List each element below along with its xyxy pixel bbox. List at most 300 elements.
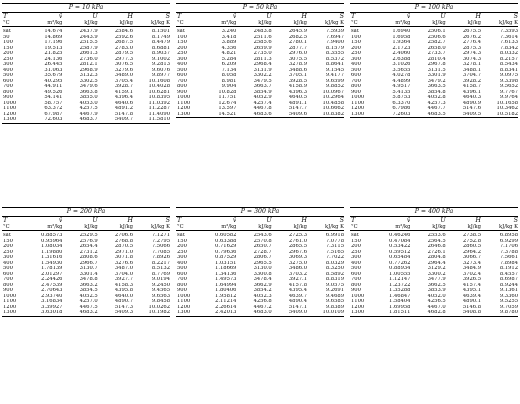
table-cell: 800 xyxy=(351,282,361,288)
table-cell: 9.4689 xyxy=(325,293,344,299)
table-cell: 5.4135 xyxy=(392,89,411,95)
table-cell: 3705.4 xyxy=(114,78,133,84)
table-p200 xyxy=(2,207,170,317)
table-cell: 2810.4 xyxy=(427,56,446,62)
unit-label: kJ/kg xyxy=(446,224,481,231)
table-cell: 600 xyxy=(3,271,13,277)
table-cell: 1100 xyxy=(351,299,365,304)
table-cell: 26.445 xyxy=(44,62,63,67)
table-cell: 10.3462 xyxy=(496,106,518,111)
table-cell: 2437.9 xyxy=(79,29,98,34)
table-cell: 1.58404 xyxy=(389,299,411,304)
table-cell: 2529.5 xyxy=(79,233,98,238)
table-cell: 4.356 xyxy=(221,45,237,51)
table-cell: 3927.7 xyxy=(114,277,133,282)
table-p300 xyxy=(176,207,344,317)
table-cell: 4157.8 xyxy=(288,282,307,288)
column-header: Û xyxy=(440,13,446,20)
table-cell: 1300 xyxy=(351,310,365,315)
table-cell: 1.49573 xyxy=(215,277,237,282)
table-bottom-rule xyxy=(176,316,344,317)
table-cell: 2.47539 xyxy=(41,282,63,288)
table-cell: 9.2450 xyxy=(151,282,170,288)
table-cell: 3854.9 xyxy=(253,89,272,95)
table-cell: 2706.6 xyxy=(114,233,133,238)
table-p10 xyxy=(2,3,170,124)
table-cell: 1.19880 xyxy=(41,249,63,255)
table-cell: 8.5434 xyxy=(499,62,518,67)
table-cell: 200 xyxy=(177,244,187,249)
table-cell: 7.6947 xyxy=(325,34,344,40)
table-cell: 3854.8 xyxy=(427,89,446,95)
table-cell: 4890.4 xyxy=(288,299,307,304)
table-cell: 9.1545 xyxy=(325,67,344,73)
table-cell: 3702.4 xyxy=(462,271,481,277)
table-cell: 3278.9 xyxy=(288,62,307,67)
table-cell: 10.1658 xyxy=(496,100,518,106)
table-cell: 44.911 xyxy=(44,84,63,89)
table-cell: 9.904 xyxy=(221,84,237,89)
table-cell: 250 xyxy=(3,56,13,62)
table-cell: 2726.1 xyxy=(427,249,446,255)
table-cell: 7.5066 xyxy=(151,244,170,249)
table-cell: 4256.8 xyxy=(253,299,272,304)
table-cell: 8.1749 xyxy=(151,34,170,40)
table-cell: 2511.6 xyxy=(253,34,272,40)
table-cell: 2966.7 xyxy=(79,260,98,266)
table-cell: 500 xyxy=(3,73,13,78)
unit-label: °C xyxy=(2,20,26,27)
table-cell: 2738.5 xyxy=(462,233,481,238)
table-cell: 9.0194 xyxy=(151,277,170,282)
header-row xyxy=(176,13,344,20)
column-header: Ĥ xyxy=(475,13,481,20)
table-cell: 250 xyxy=(177,51,187,56)
header-row xyxy=(2,13,170,20)
table-cell: 10.6662 xyxy=(322,106,344,111)
table-cell: 8.5892 xyxy=(325,271,344,277)
table-cell: 2.93740 xyxy=(41,293,63,299)
table-cell: 300 xyxy=(351,56,361,62)
unit-label: °C xyxy=(2,224,26,231)
table-cell: 3129.2 xyxy=(427,266,446,271)
table-cell: 7.8926 xyxy=(151,255,170,260)
table-cell: 8.8319 xyxy=(325,277,344,282)
table-cell: 1.46847 xyxy=(389,293,411,299)
column-header: Ŝ xyxy=(339,13,344,20)
table-cell: sat xyxy=(351,29,359,34)
table-cell: 7.7085 xyxy=(151,249,170,255)
table-cell: 1.18669 xyxy=(215,266,237,271)
column-header: Ŝ xyxy=(513,217,518,224)
table-cell: 3302.2 xyxy=(253,73,272,78)
table-cell: 1.35288 xyxy=(389,288,411,293)
table-cell: 9.4565 xyxy=(151,288,170,293)
table-cell: 7.3788 xyxy=(499,249,518,255)
table-bottom-rule xyxy=(176,117,344,118)
table-cell: 3130.7 xyxy=(79,266,98,271)
table-cell: 2.70643 xyxy=(41,288,63,293)
table-cell: 2860.5 xyxy=(462,244,481,249)
table-cell: 2675.5 xyxy=(462,29,481,34)
table-cell: 8.6881 xyxy=(151,45,170,51)
table-cell: 2654.4 xyxy=(79,244,98,249)
table-cell: 2783.0 xyxy=(114,45,133,51)
table-cell: 12.674 xyxy=(218,100,237,106)
column-header: v̂ xyxy=(232,217,237,224)
table-cell: 3300.2 xyxy=(427,271,446,277)
unit-label: kJ/kg xyxy=(410,20,445,27)
table-cell: 700 xyxy=(3,84,13,89)
table-cell: 8.2157 xyxy=(499,56,518,62)
table-cell: 200 xyxy=(351,244,361,249)
table-cell: 2865.5 xyxy=(288,244,307,249)
table-cell: 0.65484 xyxy=(389,255,411,260)
table-cell: 19.513 xyxy=(44,45,63,51)
table-cell: 4395.4 xyxy=(288,288,307,293)
table-cell: 4467.8 xyxy=(253,106,272,111)
table-cell: 17.196 xyxy=(44,40,63,45)
table-cell: 8.2217 xyxy=(151,260,170,266)
table-cell: 3131.5 xyxy=(427,67,446,73)
table-cell: 800 xyxy=(177,282,187,288)
table-cell: 500 xyxy=(177,67,187,73)
table-cell: 250 xyxy=(351,249,361,255)
table-cell: 4052.0 xyxy=(427,293,446,299)
table-cell: 6.3370 xyxy=(392,100,411,106)
table-cell: 9.1361 xyxy=(499,288,518,293)
table-cell: 150 xyxy=(3,238,13,244)
unit-label: kJ/kg xyxy=(236,20,271,27)
table-cell: 100 xyxy=(3,40,13,45)
table-cell: 6.209 xyxy=(221,62,237,67)
table-cell: 3663.5 xyxy=(427,84,446,89)
unit-label: kJ/kg xyxy=(62,224,97,231)
table-cell: 400 xyxy=(351,260,361,266)
table-cell: 2661.3 xyxy=(79,51,98,56)
table-cell: 5409.3 xyxy=(114,310,133,315)
table-cell: 5408.8 xyxy=(462,310,481,315)
table-cell: 2483.8 xyxy=(253,29,272,34)
table-cell: 1000 xyxy=(177,293,191,299)
unit-label: °C xyxy=(350,224,374,231)
table-cell: 7.3614 xyxy=(499,34,518,40)
table-cell: 4395.1 xyxy=(462,288,481,293)
table-cell: 800 xyxy=(351,84,361,89)
table-cell: 0.63388 xyxy=(215,238,237,244)
table-cell: 3478.8 xyxy=(79,277,98,282)
table-bottom-rule xyxy=(350,117,518,118)
table-cell: 400 xyxy=(3,67,13,73)
table-cell: 10.4028 xyxy=(148,84,170,89)
table-cell: 14.521 xyxy=(218,111,237,117)
table-cell: 1100 xyxy=(3,106,17,111)
table-cell: 4396.1 xyxy=(462,89,481,95)
table-cell: 2584.6 xyxy=(114,29,133,34)
table-cell: 4467.5 xyxy=(79,304,98,310)
table-cell: 9.8977 xyxy=(151,73,170,78)
table-cell: 2659.9 xyxy=(253,45,272,51)
table-cell: 2587.9 xyxy=(79,45,98,51)
table-cell: 2570.8 xyxy=(253,238,272,244)
table-cell: 700 xyxy=(351,277,361,282)
table-cell: 5409.5 xyxy=(462,111,481,117)
table-cell: 4395.8 xyxy=(114,288,133,293)
column-header: T xyxy=(351,13,356,20)
table-cell: 11.5810 xyxy=(148,117,170,122)
table-cell: 9.3398 xyxy=(499,78,518,84)
table-cell: 4682.8 xyxy=(427,310,446,315)
table-cell: 3.889 xyxy=(221,40,237,45)
pressure-title: P = 200 kPa xyxy=(2,207,170,217)
table-cell: 900 xyxy=(3,95,13,100)
table-cell: 600 xyxy=(3,78,13,84)
table-cell: 2592.6 xyxy=(114,34,133,40)
unit-label: m³/kg xyxy=(26,224,63,231)
property-table xyxy=(176,13,344,117)
table-cell: 900 xyxy=(351,288,361,293)
table-cell: 2964.4 xyxy=(427,260,446,266)
table-cell: 3928.5 xyxy=(288,78,307,84)
table-cell: 3.418 xyxy=(221,34,237,40)
table-cell: 1000 xyxy=(351,293,365,299)
table-cell: 10.1608 xyxy=(148,78,170,84)
table-cell: 10.6281 xyxy=(148,89,170,95)
unit-label: kJ/kg K xyxy=(307,20,344,27)
unit-label: kJ/kg xyxy=(236,224,271,231)
table-cell: 1.9364 xyxy=(392,40,411,45)
table-cell: 4257.3 xyxy=(427,100,446,106)
table-cell: 7.5165 xyxy=(325,249,344,255)
table-cell: 8.0332 xyxy=(499,51,518,56)
table-cell: 14.674 xyxy=(44,29,63,34)
table-cell: 3928.7 xyxy=(114,84,133,89)
table-cell: 3703.2 xyxy=(288,271,307,277)
table-cell: 11.4090 xyxy=(148,111,170,117)
table-cell: 8.8641 xyxy=(325,62,344,67)
table-cell: 0.46246 xyxy=(389,233,411,238)
table-cell: 2.24426 xyxy=(41,277,63,282)
table-cell: 3479.5 xyxy=(253,78,272,84)
table-cell: 8.8341 xyxy=(499,67,518,73)
table-cell: 3071.8 xyxy=(114,255,133,260)
table-cell: 0.77262 xyxy=(389,260,411,266)
table-cell: 1200 xyxy=(177,304,191,310)
table-cell: 0.88573 xyxy=(41,233,63,238)
table-cell: 8.0329 xyxy=(325,260,344,266)
table-cell: 0.87529 xyxy=(215,255,237,260)
table-cell: 2650.7 xyxy=(253,244,272,249)
table-cell: 2761.0 xyxy=(288,238,307,244)
column-header: Ŝ xyxy=(165,13,170,20)
table-cell: 4052.3 xyxy=(253,293,272,299)
table-cell: 6.9299 xyxy=(499,238,518,244)
table-cell: 1.95812 xyxy=(215,293,237,299)
table-cell: 900 xyxy=(177,89,187,95)
table-cell: 4.9517 xyxy=(392,84,411,89)
table-cell: 9.2813 xyxy=(151,62,170,67)
table-cell: 1300 xyxy=(351,111,365,117)
table-cell: 7.3593 xyxy=(499,29,518,34)
table-cell: 5409.6 xyxy=(288,111,307,117)
column-header: T xyxy=(177,217,182,224)
column-header: Û xyxy=(92,13,98,20)
table-cell: 21.825 xyxy=(44,51,63,56)
table-cell: 150 xyxy=(351,238,361,244)
unit-label: kJ/kg xyxy=(62,20,97,27)
table-cell: 4053.0 xyxy=(79,100,98,106)
table-cell: 2968.4 xyxy=(253,62,272,67)
table-cell: 700 xyxy=(177,277,187,282)
table-cell: 3855.0 xyxy=(79,95,98,100)
table-cell: 9.8852 xyxy=(325,84,344,89)
table-cell: 2582.7 xyxy=(427,40,446,45)
table-cell: 1100 xyxy=(3,299,17,304)
table-cell: 150 xyxy=(177,238,187,244)
table-cell: 2879.5 xyxy=(114,51,133,56)
table-cell: 3074.3 xyxy=(462,56,481,62)
unit-label: °C xyxy=(350,20,374,27)
table-cell: 10.0262 xyxy=(148,304,170,310)
table-cell: 300 xyxy=(177,56,187,62)
unit-label: kJ/kg xyxy=(98,20,133,27)
table-cell: 4683.5 xyxy=(427,111,446,117)
table-cell: 9.8458 xyxy=(151,299,170,304)
table-cell: 250 xyxy=(177,249,187,255)
table-cell: 1100 xyxy=(177,100,191,106)
table-cell: 3479.2 xyxy=(427,78,446,84)
table-cell: 2725.3 xyxy=(288,233,307,238)
table-cell: 600 xyxy=(351,73,361,78)
unit-label: kJ/kg xyxy=(410,224,445,231)
table-cell: 900 xyxy=(351,89,361,95)
table-cell: 2752.8 xyxy=(462,238,481,244)
table-cell: 8.5132 xyxy=(151,266,170,271)
table-cell: 1200 xyxy=(351,106,365,111)
table-cell: 4157.4 xyxy=(462,282,481,288)
table-p50 xyxy=(176,3,344,118)
property-table xyxy=(176,217,344,316)
header-row xyxy=(176,217,344,224)
table-cell: 1.12147 xyxy=(389,277,411,282)
table-cell: 1.00555 xyxy=(389,271,411,277)
table-cell: 3477.9 xyxy=(427,277,446,282)
table-cell: 4890.1 xyxy=(462,299,481,304)
table-cell: 7.134 xyxy=(221,67,237,73)
table-cell: 11.0392 xyxy=(148,100,170,106)
table-cell: 3.16834 xyxy=(41,299,63,304)
table-cell: 10.8395 xyxy=(148,95,170,100)
table-cell: 700 xyxy=(351,78,361,84)
column-header: v̂ xyxy=(58,217,63,224)
table-cell: 9.4177 xyxy=(325,73,344,78)
table-cell: 9.7767 xyxy=(499,89,518,95)
property-table xyxy=(2,217,170,316)
table-cell: 6.8958 xyxy=(499,233,518,238)
column-header: Ĥ xyxy=(301,13,307,20)
unit-label: kJ/kg K xyxy=(481,20,518,27)
table-cell: sat xyxy=(177,29,185,34)
table-cell: 7.5661 xyxy=(499,255,518,260)
table-cell: sat xyxy=(351,233,359,238)
table-cell: 2646.8 xyxy=(427,244,446,249)
table-cell: 1.6958 xyxy=(392,34,411,40)
table-cell: 2974.3 xyxy=(462,51,481,56)
table-cell: 1.08034 xyxy=(41,244,63,249)
unit-label: °C xyxy=(176,224,200,231)
table-cell: 4052.9 xyxy=(253,95,272,100)
table-cell: 63.372 xyxy=(44,106,63,111)
table-cell: 0.71629 xyxy=(215,244,237,249)
table-cell: 2733.7 xyxy=(427,51,446,56)
column-header: T xyxy=(177,13,182,20)
table-cell: 4158.7 xyxy=(462,84,481,89)
table-cell: 2.11214 xyxy=(215,299,237,304)
table-cell: 4396.4 xyxy=(114,95,133,100)
table-cell: 1.03151 xyxy=(215,260,237,266)
table-cell: 4159.1 xyxy=(114,89,133,95)
table-cell: 250 xyxy=(3,249,13,255)
table-cell: 3489.0 xyxy=(114,73,133,78)
table-cell: 40.295 xyxy=(44,78,63,84)
table-cell: 5147.6 xyxy=(462,106,481,111)
table-cell: 900 xyxy=(177,288,187,293)
unit-label: kJ/kg xyxy=(272,224,307,231)
table-cell: 3704.0 xyxy=(114,271,133,277)
table-cell: 8.4479 xyxy=(151,40,170,45)
table-cell: 2731.2 xyxy=(79,249,98,255)
table-cell: 2658.0 xyxy=(427,45,446,51)
table-cell: 7.3115 xyxy=(325,244,344,249)
table-cell: 2804.8 xyxy=(427,255,446,260)
table-cell: 2812.1 xyxy=(79,62,98,67)
table-cell: 3854.2 xyxy=(253,288,272,293)
table-cell: 3705.1 xyxy=(288,73,307,78)
unit-label: m³/kg xyxy=(374,224,411,231)
table-cell: 2965.5 xyxy=(253,260,272,266)
header-row xyxy=(350,13,518,20)
table-cell: 500 xyxy=(351,266,361,271)
table-cell: 0.59512 xyxy=(389,249,411,255)
table-cell: 1000 xyxy=(3,293,17,299)
table-cell: 4257.0 xyxy=(79,299,98,304)
table-cell: 9.9764 xyxy=(499,95,518,100)
table-cell: 67.987 xyxy=(44,111,63,117)
column-header: Ŝ xyxy=(339,217,344,224)
table-cell: 4256.5 xyxy=(427,299,446,304)
table-cell: 10.8382 xyxy=(322,111,344,117)
table-cell: 9.0575 xyxy=(325,282,344,288)
table-cell: 4640.0 xyxy=(114,293,133,299)
table-cell: 4891.2 xyxy=(114,106,133,111)
column-header: v̂ xyxy=(406,217,411,224)
table-cell: 10.828 xyxy=(218,89,237,95)
table-cell: 10.1982 xyxy=(148,310,170,315)
property-table xyxy=(2,13,170,123)
unit-label: kJ/kg xyxy=(98,224,133,231)
table-cell: 800 xyxy=(177,84,187,89)
table-cell: 4891.1 xyxy=(288,100,307,106)
table-cell: 3484.9 xyxy=(462,266,481,271)
table-cell: 1.64994 xyxy=(215,282,237,288)
table-cell: 2877.7 xyxy=(288,45,307,51)
table-cell: 1000 xyxy=(351,95,365,100)
column-header: Û xyxy=(266,13,272,20)
table-cell: 3.39927 xyxy=(41,304,63,310)
table-cell: 100 xyxy=(177,34,187,40)
table-cell: 2645.9 xyxy=(288,29,307,34)
table-cell: 1.34136 xyxy=(215,271,237,277)
